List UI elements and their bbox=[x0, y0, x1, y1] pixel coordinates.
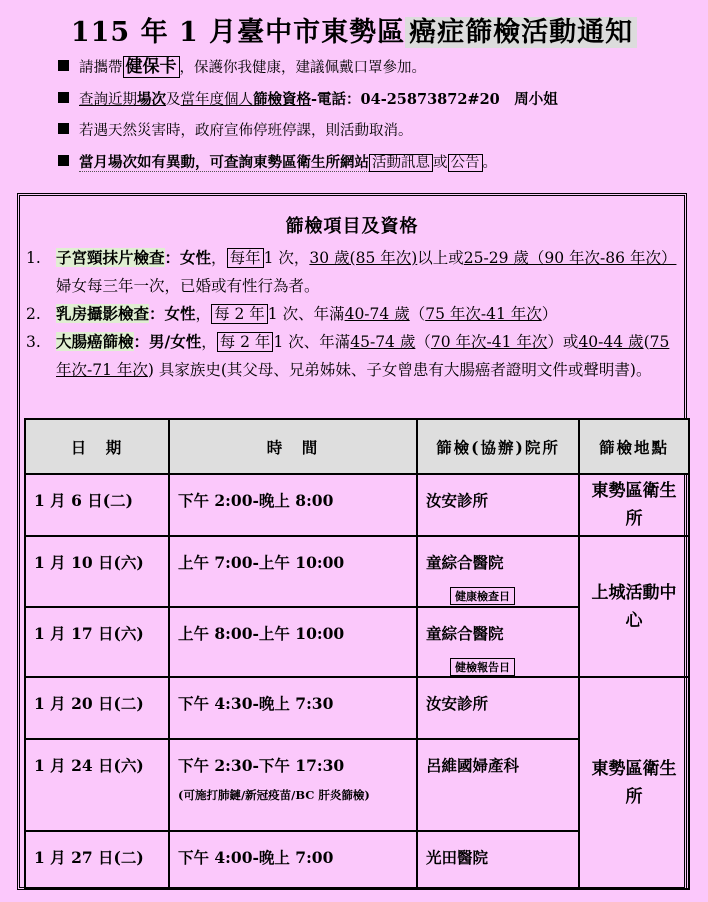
activity-info-link[interactable]: 活動訊息 bbox=[369, 154, 433, 172]
clinic-cell: 汝安診所 bbox=[417, 474, 579, 536]
column-header-place: 篩檢地點 bbox=[579, 419, 689, 474]
section-title: 篩檢項目及資格 bbox=[285, 216, 419, 237]
clinic-cell: 童綜合醫院 健檢報告日 bbox=[417, 607, 579, 677]
place-cell: 東勢區衛生所 bbox=[579, 677, 689, 889]
square-bullet-icon bbox=[58, 155, 69, 166]
clinic-cell: 汝安診所 bbox=[417, 677, 579, 739]
time-cell: 下午 2:30-下午 17:30 (可施打肺鏈/新冠疫苗/BC 肝炎篩檢) bbox=[169, 739, 417, 831]
clinic-cell: 光田醫院 bbox=[417, 831, 579, 889]
vaccine-note: (可施打肺鏈/新冠疫苗/BC 肝炎篩檢) bbox=[178, 788, 370, 802]
clinic-cell: 呂維國婦產科 bbox=[417, 739, 579, 831]
time-cell: 下午 2:00-晚上 8:00 bbox=[169, 474, 417, 536]
column-header-time: 時 間 bbox=[169, 419, 417, 474]
square-bullet-icon bbox=[58, 60, 69, 71]
time-cell: 下午 4:00-晚上 7:00 bbox=[169, 831, 417, 889]
time-cell: 上午 7:00-上午 10:00 bbox=[169, 536, 417, 607]
date-cell: 1 月 27 日(二) bbox=[25, 831, 169, 889]
notice-item: 查詢近期場次及當年度個人篩檢資格-電話：04-25873872#20 周小姐 bbox=[58, 84, 698, 116]
date-cell: 1 月 20 日(二) bbox=[25, 677, 169, 739]
place-cell: 上城活動中心 bbox=[579, 536, 689, 677]
notice-list bbox=[58, 52, 698, 179]
status-badge: 健檢報告日 bbox=[450, 658, 515, 676]
place-cell: 東勢區衛生所 bbox=[579, 474, 689, 536]
square-bullet-icon bbox=[58, 123, 69, 134]
table-row bbox=[25, 474, 689, 536]
status-badge: 健康檢查日 bbox=[450, 587, 515, 605]
announcement-link[interactable]: 公告 bbox=[448, 154, 483, 172]
eligibility-item-cervical: 1. 子宮頸抹片檢查：女性， 每年 1 次，30 歲(85 年次)以上或25-29 歲（90 年次-86 年次）婦女每三年一次，已婚或有性行為者。 bbox=[26, 248, 677, 295]
table-row bbox=[25, 536, 689, 607]
eligibility-item-colorectal: 3. 大腸癌篩檢：男/女性， 每 2 年 1 次、年滿45-74 歲（70 年次-41 年次）或40-44 歲(75 年次-71 年次) 具家族史(其父母、兄弟姊妹、子女曾患有大腸癌者證明文件或聲明書)。 bbox=[26, 332, 670, 379]
table-row bbox=[25, 677, 689, 739]
clinic-cell: 童綜合醫院 健康檢查日 bbox=[417, 536, 579, 607]
date-cell: 1 月 17 日(六) bbox=[25, 607, 169, 677]
notice-item: 若遇天然災害時，政府宣佈停班停課，則活動取消。 bbox=[58, 116, 698, 147]
square-bullet-icon bbox=[58, 92, 69, 103]
eligibility-list bbox=[26, 244, 680, 384]
notice-item: 請攜帶 健保卡 ，保護你我健康，建議佩戴口罩參加。 bbox=[58, 52, 698, 84]
screening-panel bbox=[17, 193, 687, 890]
time-cell: 下午 4:30-晚上 7:30 bbox=[169, 677, 417, 739]
column-header-date: 日 期 bbox=[25, 419, 169, 474]
schedule-table bbox=[24, 418, 690, 890]
date-cell: 1 月 24 日(六) bbox=[25, 739, 169, 831]
notice-item: 當月場次如有異動，可查詢東勢區衛生所網站 活動訊息 或 公告 。 bbox=[58, 147, 698, 179]
page-title: 115 年 1 月臺中市東勢區 癌症篩檢活動通知 bbox=[0, 10, 708, 49]
date-cell: 1 月 6 日(二) bbox=[25, 474, 169, 536]
column-header-clinic: 篩檢(協辦)院所 bbox=[417, 419, 579, 474]
time-cell: 上午 8:00-上午 10:00 bbox=[169, 607, 417, 677]
table-header-row bbox=[25, 419, 689, 474]
date-cell: 1 月 10 日(六) bbox=[25, 536, 169, 607]
eligibility-item-mammography: 2. 乳房攝影檢查：女性， 每 2 年 1 次、年滿40-74 歲（75 年次-41 年次） bbox=[26, 304, 558, 323]
